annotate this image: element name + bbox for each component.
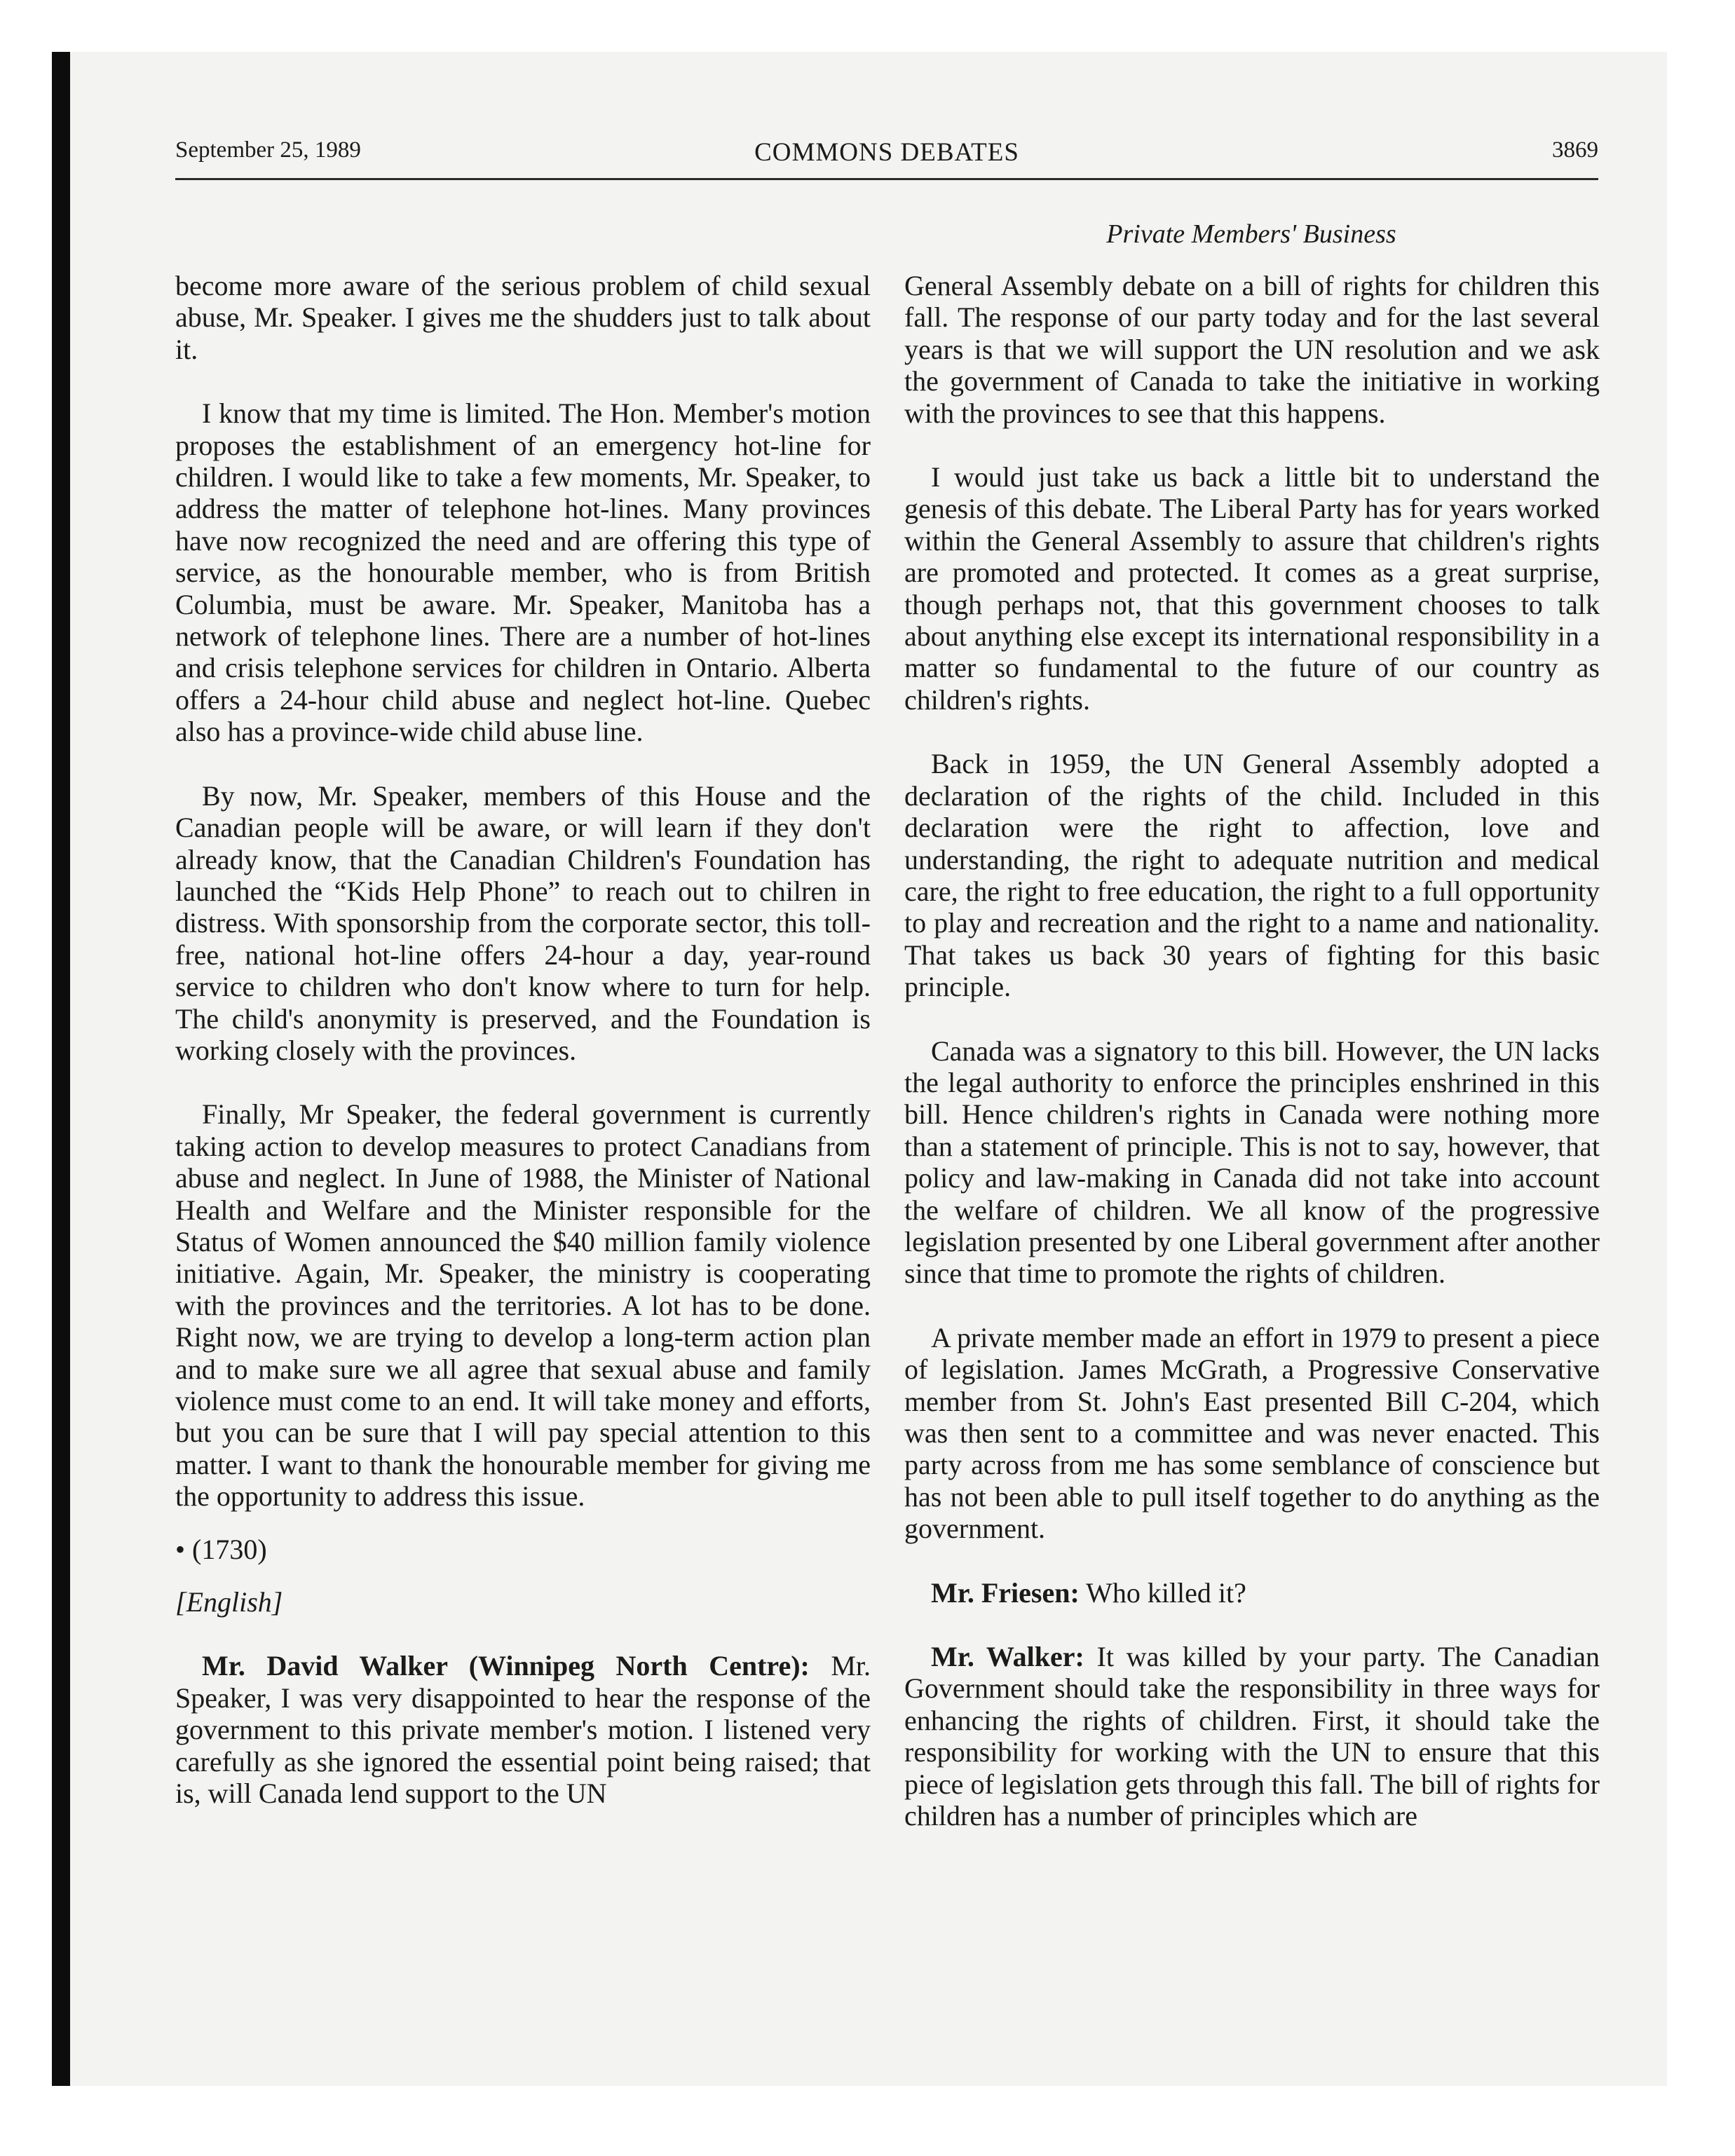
paragraph: become more aware of the serious problem of child sexual abuse, Mr. Speaker. I gives me the shudders just to talk about it. xyxy=(175,270,871,365)
speech-text: It was killed by your party. The Canadian Government should take the responsibility in three ways for enhancing the rights of children. First, it should take the responsibility for working with the UN to ensure that this piece of legislation gets through this fall. The bill of rights for children has a number of principles which are xyxy=(904,1641,1600,1832)
speech-text: Who killed it? xyxy=(1079,1576,1246,1609)
speech-paragraph xyxy=(175,1650,871,1809)
paragraph: A private member made an effort in 1979 to present a piece of legislation. James McGrath, a Progressive Conservative member from St. John's East presented Bill C-204, which was then sent to a committee and was never enacted. This party across from me has some semblance of conscience but has not been able to pull itself together to do anything as the government. xyxy=(904,1321,1600,1545)
header-title: COMMONS DEBATES xyxy=(754,138,1019,167)
speech-paragraph xyxy=(904,1577,1600,1609)
header-rule xyxy=(175,178,1598,180)
speech-paragraph xyxy=(904,1641,1600,1831)
paragraph: Finally, Mr Speaker, the federal government is currently taking action to develop measures to protect Canadians from abuse and neglect. In June of 1988, the Minister of National Health and Welfare and the Minister responsible for the Status of Women announced the $40 million family violence initiative. Again, Mr. Speaker, the ministry is cooperating with the provinces and the territories. A lot has to be done. Right now, we are trying to develop a long-term action plan and to make sure we all agree that sexual abuse and family violence must come to an end. It will take money and efforts, but you can be sure that I will pay special attention to this matter. I want to thank the honourable member for giving me the opportunity to address this issue. xyxy=(175,1098,871,1513)
speech-text: Mr. Speaker, I was very disappointed to hear the response of the government to this private member's motion. I listened very carefully as she ignored the essential point being raised; that is, will Canada lend support to the UN xyxy=(175,1650,871,1810)
speaker-name: Mr. David Walker (Winnipeg North Centre): xyxy=(202,1650,810,1682)
language-tag: [English] xyxy=(175,1586,283,1618)
left-column xyxy=(175,270,871,1809)
section-heading: Private Members' Business xyxy=(1106,219,1396,249)
paragraph: Back in 1959, the UN General Assembly adopted a declaration of the rights of the child. Included in this declaration were the right to affection, love and understanding, the right to adequate nutrition and medical care, the right to free education, the right to a full opportunity to play and recreation and the right to a name and nationality. That takes us back 30 years of fighting for this basic principle. xyxy=(904,748,1600,1003)
page-number: 3869 xyxy=(1552,137,1598,163)
scan-edge-shadow xyxy=(52,52,70,2086)
header-date: September 25, 1989 xyxy=(175,137,361,163)
paragraph: I know that my time is limited. The Hon. Member's motion proposes the establishment of an emergency hot-line for children. I would like to take a few moments, Mr. Speaker, to address the matter of telephone hot-lines. Many provinces have now recognized the need and are offering this type of service, as the honourable member, who is from British Columbia, must be aware. Mr. Speaker, Manitoba has a network of telephone lines. There are a number of hot-lines and crisis telephone services for children in Ontario. Alberta offers a 24-hour child abuse and neglect hot-line. Quebec also has a province-wide child abuse line. xyxy=(175,397,871,748)
paragraph: General Assembly debate on a bill of rights for children this fall. The response of our party today and for the last several years is that we will support the UN resolution and we ask the government of Canada to take the initiative in working with the provinces to see that this happens. xyxy=(904,270,1600,429)
speaker-name: Mr. Walker: xyxy=(931,1641,1084,1673)
right-column xyxy=(904,270,1600,1831)
paragraph: By now, Mr. Speaker, members of this House and the Canadian people will be aware, or will learn if they don't already know, that the Canadian Children's Foundation has launched the “Kids Help Phone” to reach out to chilren in distress. With sponsorship from the corporate sector, this toll-free, national hot-line offers 24-hour a day, year-round service to children who don't know where to turn for help. The child's anonymity is preserved, and the Foundation is working closely with the provinces. xyxy=(175,779,871,1066)
running-header xyxy=(175,137,1598,172)
paragraph: Canada was a signatory to this bill. However, the UN lacks the legal authority to enforce the principles enshrined in this bill. Hence children's rights in Canada were nothing more than a statement of principle. This is not to say, however, that policy and law-making in Canada did not take into account the welfare of children. We all know of the progressive legislation presented by one Liberal government after another since that time to promote the rights of children. xyxy=(904,1035,1600,1290)
time-marker: • (1730) xyxy=(175,1533,267,1565)
paragraph: I would just take us back a little bit to understand the genesis of this debate. The Liberal Party has for years worked within the General Assembly to assure that children's rights are promoted and protected. It comes as a great surprise, though perhaps not, that this government chooses to talk about anything else except its international responsibility in a matter so fundamental to the future of our country as children's rights. xyxy=(904,461,1600,716)
speaker-name: Mr. Friesen: xyxy=(931,1576,1080,1609)
